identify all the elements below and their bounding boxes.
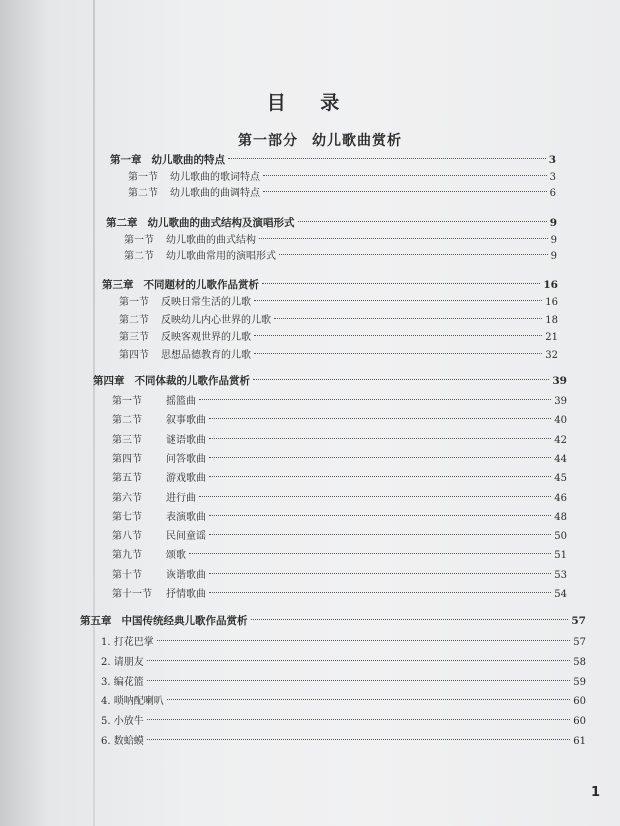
- leader-dots: [279, 254, 548, 255]
- section-entry: [112, 392, 567, 407]
- section-number: 第一节: [128, 172, 158, 183]
- section-entry: [112, 508, 567, 523]
- page-number: 1: [590, 785, 600, 800]
- section-entry: [112, 450, 567, 465]
- leader-dots: [147, 680, 571, 681]
- section-entry: [112, 546, 567, 561]
- part-name: 幼儿歌曲赏析: [312, 133, 402, 149]
- page-ref: 54: [554, 589, 567, 600]
- section-number: 第七节: [112, 511, 142, 523]
- section-title: 民间童谣: [166, 531, 206, 543]
- section-title: 5. 小放牛: [101, 716, 144, 728]
- leader-dots: [228, 158, 546, 159]
- section-title: 摇篮曲: [166, 396, 196, 407]
- song-entry: [101, 633, 586, 648]
- page-ref: 61: [573, 736, 586, 747]
- section-title: 反映客观世界的儿歌: [161, 332, 251, 343]
- leader-dots: [157, 640, 571, 641]
- page-ref: 44: [554, 453, 567, 465]
- chapter-entry: [80, 613, 586, 628]
- page-ref: 9: [550, 251, 557, 262]
- section-title: 谜语歌曲: [166, 434, 206, 446]
- section-entry: [112, 489, 567, 504]
- part-heading: [0, 130, 620, 150]
- page-ref: 18: [545, 314, 558, 326]
- section-number: 第十一节: [112, 589, 152, 600]
- section-title: 幼儿歌曲的曲式结构: [166, 235, 256, 246]
- page-ref: 53: [554, 569, 567, 581]
- section-title: 抒情歌曲: [166, 589, 206, 600]
- leader-dots: [147, 739, 571, 740]
- leader-dots: [167, 699, 571, 700]
- section-entry: [119, 328, 558, 343]
- section-entry: [119, 346, 558, 361]
- page-ref: 48: [554, 511, 567, 523]
- section-number: 第一节: [119, 297, 149, 308]
- page-ref: 9: [549, 217, 557, 229]
- section-number: 第六节: [112, 492, 142, 504]
- page-ref: 39: [554, 396, 567, 407]
- page-ref: 60: [573, 696, 586, 708]
- page-ref: 46: [554, 492, 567, 504]
- song-entry: [101, 653, 586, 668]
- section-number: 第二节: [128, 188, 158, 199]
- chapter-title: 幼儿歌曲的曲式结构及演唱形式: [147, 217, 295, 229]
- section-number: 第四节: [119, 349, 149, 361]
- chapter-entry: [106, 215, 557, 230]
- leader-dots: [199, 496, 551, 497]
- section-entry: [112, 431, 567, 446]
- leader-dots: [209, 515, 551, 516]
- leader-dots: [298, 221, 547, 222]
- page-gutter: [93, 0, 95, 826]
- page-ref: 50: [554, 531, 567, 543]
- page-ref: 16: [543, 279, 558, 291]
- page-ref: 16: [545, 297, 558, 308]
- chapter-title: 不同题材的儿歌作品赏析: [143, 279, 259, 291]
- page-ref: 3: [549, 172, 556, 183]
- section-title: 反映日常生活的儿歌: [161, 297, 251, 308]
- leader-dots: [254, 300, 542, 301]
- section-title: 反映幼儿内心世界的儿歌: [161, 314, 271, 326]
- chapter-title: 中国传统经典儿歌作品赏析: [121, 615, 248, 627]
- section-title: 2. 请朋友: [101, 656, 144, 668]
- section-entry: [124, 231, 557, 246]
- leader-dots: [209, 476, 551, 477]
- section-number: 第一节: [124, 235, 154, 246]
- page-ref: 51: [554, 550, 567, 562]
- part-label: 第一部分: [238, 133, 298, 149]
- section-title: 幼儿歌曲的曲调特点: [170, 188, 260, 199]
- page-ref: 59: [573, 676, 586, 688]
- leader-dots: [259, 238, 548, 239]
- page-ref: 3: [548, 154, 556, 166]
- song-entry: [101, 673, 586, 688]
- page-ref: 60: [573, 716, 586, 728]
- section-title: 思想品德教育的儿歌: [161, 349, 251, 361]
- song-entry: [101, 732, 586, 747]
- song-entry: [101, 692, 586, 707]
- section-number: 第十节: [112, 569, 142, 581]
- chapter-entry: [102, 277, 558, 292]
- leader-dots: [262, 283, 540, 284]
- section-title: 4. 唢呐配喇叭: [101, 696, 164, 708]
- page-ref: 9: [550, 235, 557, 246]
- page-ref: 32: [545, 349, 558, 361]
- leader-dots: [209, 418, 551, 419]
- page-ref: 42: [554, 434, 567, 446]
- section-entry: [112, 469, 567, 484]
- leader-dots: [263, 191, 547, 192]
- section-entry: [124, 247, 557, 262]
- leader-dots: [189, 553, 551, 554]
- leader-dots: [209, 457, 551, 458]
- leader-dots: [209, 573, 551, 574]
- leader-dots: [209, 438, 551, 439]
- section-number: 第三节: [112, 434, 142, 446]
- leader-dots: [251, 619, 569, 620]
- chapter-number: 第五章: [80, 615, 112, 627]
- section-title: 3. 编花篮: [101, 676, 144, 688]
- chapter-number: 第四章: [93, 375, 125, 387]
- section-title: 6. 数蛤蟆: [101, 736, 144, 747]
- chapter-number: 第三章: [102, 279, 134, 291]
- section-entry: [112, 585, 567, 600]
- section-number: 第二节: [112, 415, 142, 427]
- section-title: 叙事歌曲: [166, 415, 206, 427]
- section-title: 游戏歌曲: [166, 473, 206, 485]
- section-number: 第九节: [112, 550, 142, 562]
- leader-dots: [209, 592, 551, 593]
- section-number: 第四节: [112, 453, 142, 465]
- section-number: 第二节: [124, 251, 154, 262]
- leader-dots: [253, 379, 549, 380]
- page-ref: 40: [554, 415, 567, 427]
- page-ref: 45: [554, 473, 567, 485]
- page-ref: 57: [573, 637, 586, 648]
- section-number: 第三节: [119, 332, 149, 343]
- leader-dots: [274, 318, 542, 319]
- page-ref: 39: [552, 375, 567, 387]
- chapter-number: 第二章: [106, 217, 138, 229]
- page-ref: 57: [571, 615, 586, 627]
- toc-title: 目 录: [266, 92, 354, 114]
- chapter-entry: [93, 373, 567, 388]
- chapter-entry: [110, 152, 556, 167]
- section-title: 表演歌曲: [166, 511, 206, 523]
- chapter-title: 幼儿歌曲的特点: [151, 154, 225, 166]
- page-ref: 6: [549, 188, 556, 199]
- section-number: 第五节: [112, 473, 142, 485]
- section-entry: [128, 168, 556, 183]
- section-title: 1. 打花巴掌: [101, 637, 154, 648]
- section-entry: [128, 184, 556, 199]
- leader-dots: [199, 399, 551, 400]
- leader-dots: [254, 353, 542, 354]
- section-title: 诙谐歌曲: [166, 569, 206, 581]
- leader-dots: [254, 335, 542, 336]
- section-entry: [119, 293, 558, 308]
- section-title: 进行曲: [166, 492, 196, 504]
- section-title: 幼儿歌曲常用的演唱形式: [166, 251, 276, 262]
- section-title: 颂歌: [166, 550, 186, 562]
- leader-dots: [147, 719, 571, 720]
- page-ref: 58: [573, 656, 586, 668]
- section-entry: [112, 527, 567, 542]
- leader-dots: [263, 175, 547, 176]
- song-entry: [101, 712, 586, 727]
- section-title: 幼儿歌曲的歌词特点: [170, 172, 260, 183]
- leader-dots: [147, 660, 571, 661]
- section-title: 问答歌曲: [166, 453, 206, 465]
- section-entry: [119, 311, 558, 326]
- page-ref: 21: [545, 332, 558, 343]
- section-entry: [112, 411, 567, 426]
- section-number: 第一节: [112, 396, 142, 407]
- section-number: 第八节: [112, 531, 142, 543]
- section-number: 第二节: [119, 314, 149, 326]
- section-entry: [112, 566, 567, 581]
- leader-dots: [209, 534, 551, 535]
- chapter-title: 不同体裁的儿歌作品赏析: [134, 375, 250, 387]
- chapter-number: 第一章: [110, 154, 142, 166]
